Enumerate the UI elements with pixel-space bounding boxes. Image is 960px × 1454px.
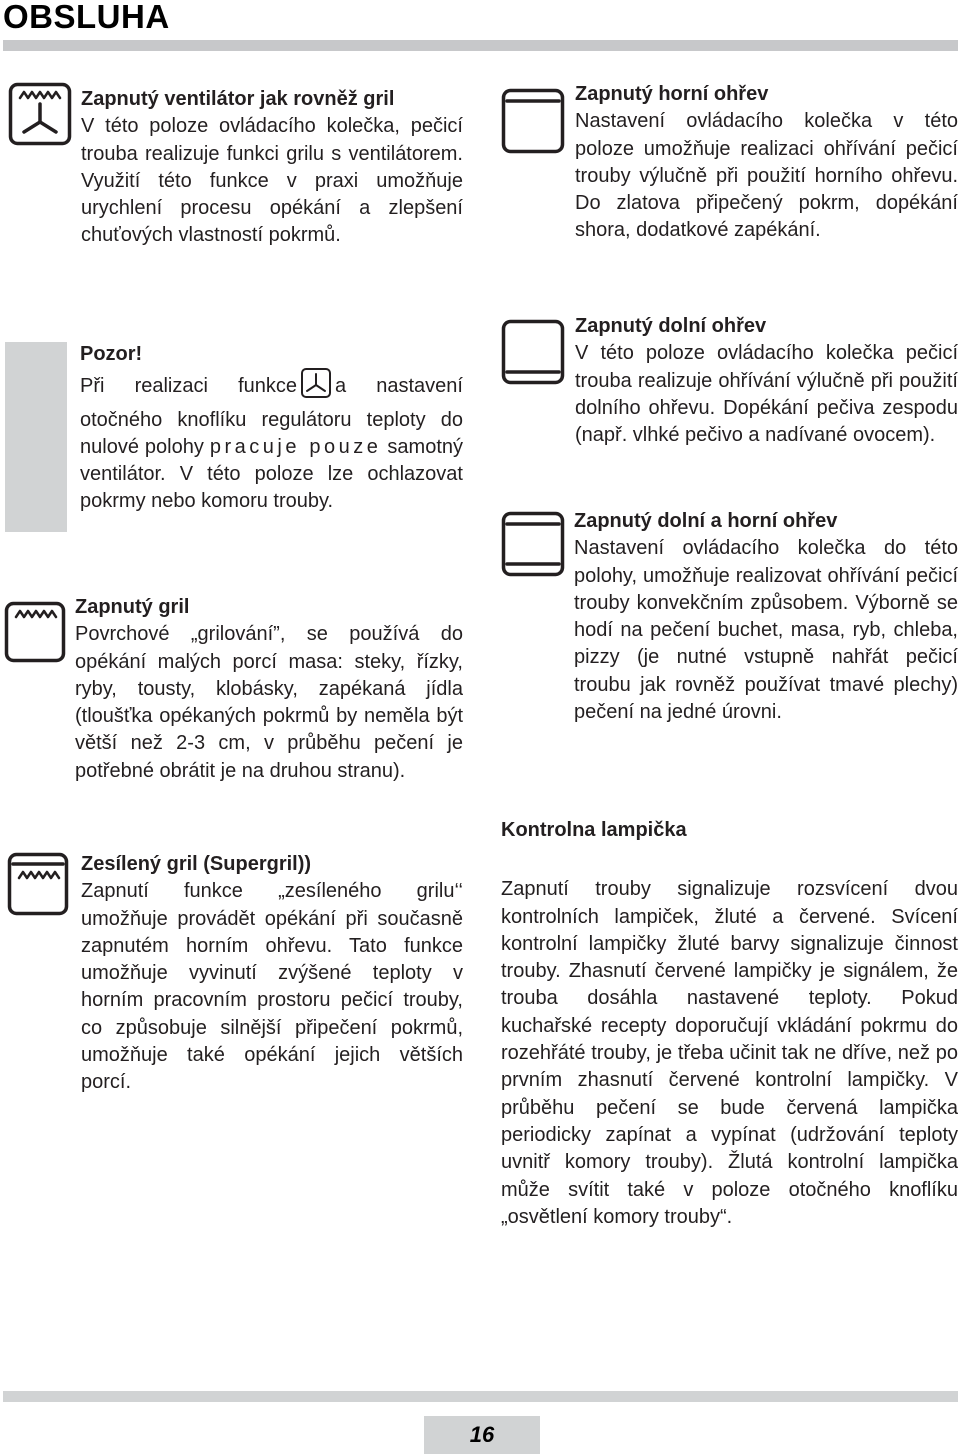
top-heat-section	[575, 81, 958, 245]
warning-bar	[5, 342, 67, 532]
footer-rule	[3, 1391, 958, 1402]
grill-text: Povrchové „grilování”, se používá do opékání malých porcí masa: steky, řízky, ryby, tousty, klobásky, zapékaná jídla (tloušťka opékaných pokrmů by neměla být větší než 2-3 cm, v průběhu pečení je potřebné obrátit je na druhou stranu).	[75, 623, 463, 782]
title-rule	[3, 40, 958, 51]
supergrill-heading: Zesílený gril (Supergril))	[81, 853, 312, 875]
bottom-heat-text: V této poloze ovládacího kolečka pečicí trouba realizuje ohřívání výlučně při použití dolního ohřevu. Dopékání pečiva zespodu (např. vlhké pečivo a nadívané ovocem).	[575, 342, 958, 447]
page-title: OBSLUHA	[3, 0, 170, 35]
top-bottom-heat-section	[574, 508, 958, 726]
warning-text-start: Při realizaci funkce	[80, 375, 297, 398]
top-bottom-heat-heading: Zapnutý dolní a horní ohřev	[574, 510, 838, 532]
indicator-section	[501, 817, 958, 1231]
supergrill-section	[81, 851, 463, 1097]
indicator-text: Zapnutí trouby signalizuje rozsvícení dvou kontrolních lampiček, žluté a červené. Svícení kontrolní lampičky žluté barvy signalizuje činnost trouby. Zhasnutí červené lampičky je signálem, že trouba dosáhla nastavené teploty. Pokud kuchařské recepty doporučují vkládání pokrmu do rozehřáté trouby, je třeba učinit tak ne dříve, než po prvním zhasnutí červené kontrolní lampičky. V průběhu pečení se bude červená lampička periodicky zapínat a vypínat (udržování teploty uvnitř komory trouby). Žlutá kontrolní lampička může svítit také v poloze otočného knoflíku „osvětlení komory trouby“.	[501, 878, 958, 1228]
warning-text-middle: a nastavení otočného knoflíku regulátoru teploty do nulové polohy	[80, 375, 463, 458]
bottom-heat-icon	[501, 319, 565, 385]
bottom-heat-section	[575, 313, 958, 449]
warning-text	[80, 368, 463, 515]
fan-grill-icon	[8, 82, 72, 146]
grill-icon	[4, 601, 66, 663]
supergrill-text: Zapnutí funkce „zesíleného grilu‘‘ umožňuje provádět opékání při současně zapnutém horním ohřevu. Tato funkce umožňuje vyvinutí zvýšené teploty v horním pracovním prostoru pečicí trouby, co způsobuje silnější připečení pokrmů, umožňuje také opékání jejich větších porcí.	[81, 880, 463, 1094]
fan-grill-text: V této poloze ovládacího kolečka, pečicí trouba realizuje funkci grilu s ventilátorem. Využití této funkce v praxi umožňuje urychlení procesu opékání a zlepšení chuťových vlastností pokrmů.	[81, 115, 463, 247]
warning-emphasis: pracuje pouze	[209, 435, 382, 458]
top-heat-text: Nastavení ovládacího kolečka v této poloze umožňuje realizaci ohřívání pečicí trouby výlučně při použití horního ohřevu. Do zlatova připečený pokrm, dopékání shora, dodatkové zapékání.	[575, 110, 958, 242]
grill-section	[75, 594, 463, 785]
supergrill-icon	[7, 852, 69, 916]
warning-heading: Pozor!	[80, 343, 143, 365]
bottom-heat-heading: Zapnutý dolní ohřev	[575, 315, 767, 337]
top-heat-icon	[501, 88, 565, 154]
indicator-heading: Kontrolna lampička	[501, 819, 687, 841]
warning-text-end: samotný ventilátor. V této poloze lze ochlazovat pokrmy nebo komoru trouby.	[80, 435, 463, 513]
page-number: 16	[424, 1416, 540, 1454]
fan-icon	[301, 368, 331, 406]
fan-grill-section	[81, 86, 463, 250]
grill-heading: Zapnutý gril	[75, 596, 190, 618]
top-heat-heading: Zapnutý horní ohřev	[575, 83, 769, 105]
top-bottom-heat-icon	[501, 511, 565, 577]
fan-grill-heading: Zapnutý ventilátor jak rovněž gril	[81, 88, 395, 110]
top-bottom-heat-text: Nastavení ovládacího kolečka do této polohy, umožňuje realizovat ohřívání pečicí trouby konvekčním způsobem. Výborně se hodí na pečení buchet, masa, ryb, chleba, pizzy (je nutné vstupně nahřát pečicí troubu jak rovněž používat tmavé plechy) pečení na jedné úrovni.	[574, 537, 958, 724]
warning-section	[80, 341, 463, 516]
